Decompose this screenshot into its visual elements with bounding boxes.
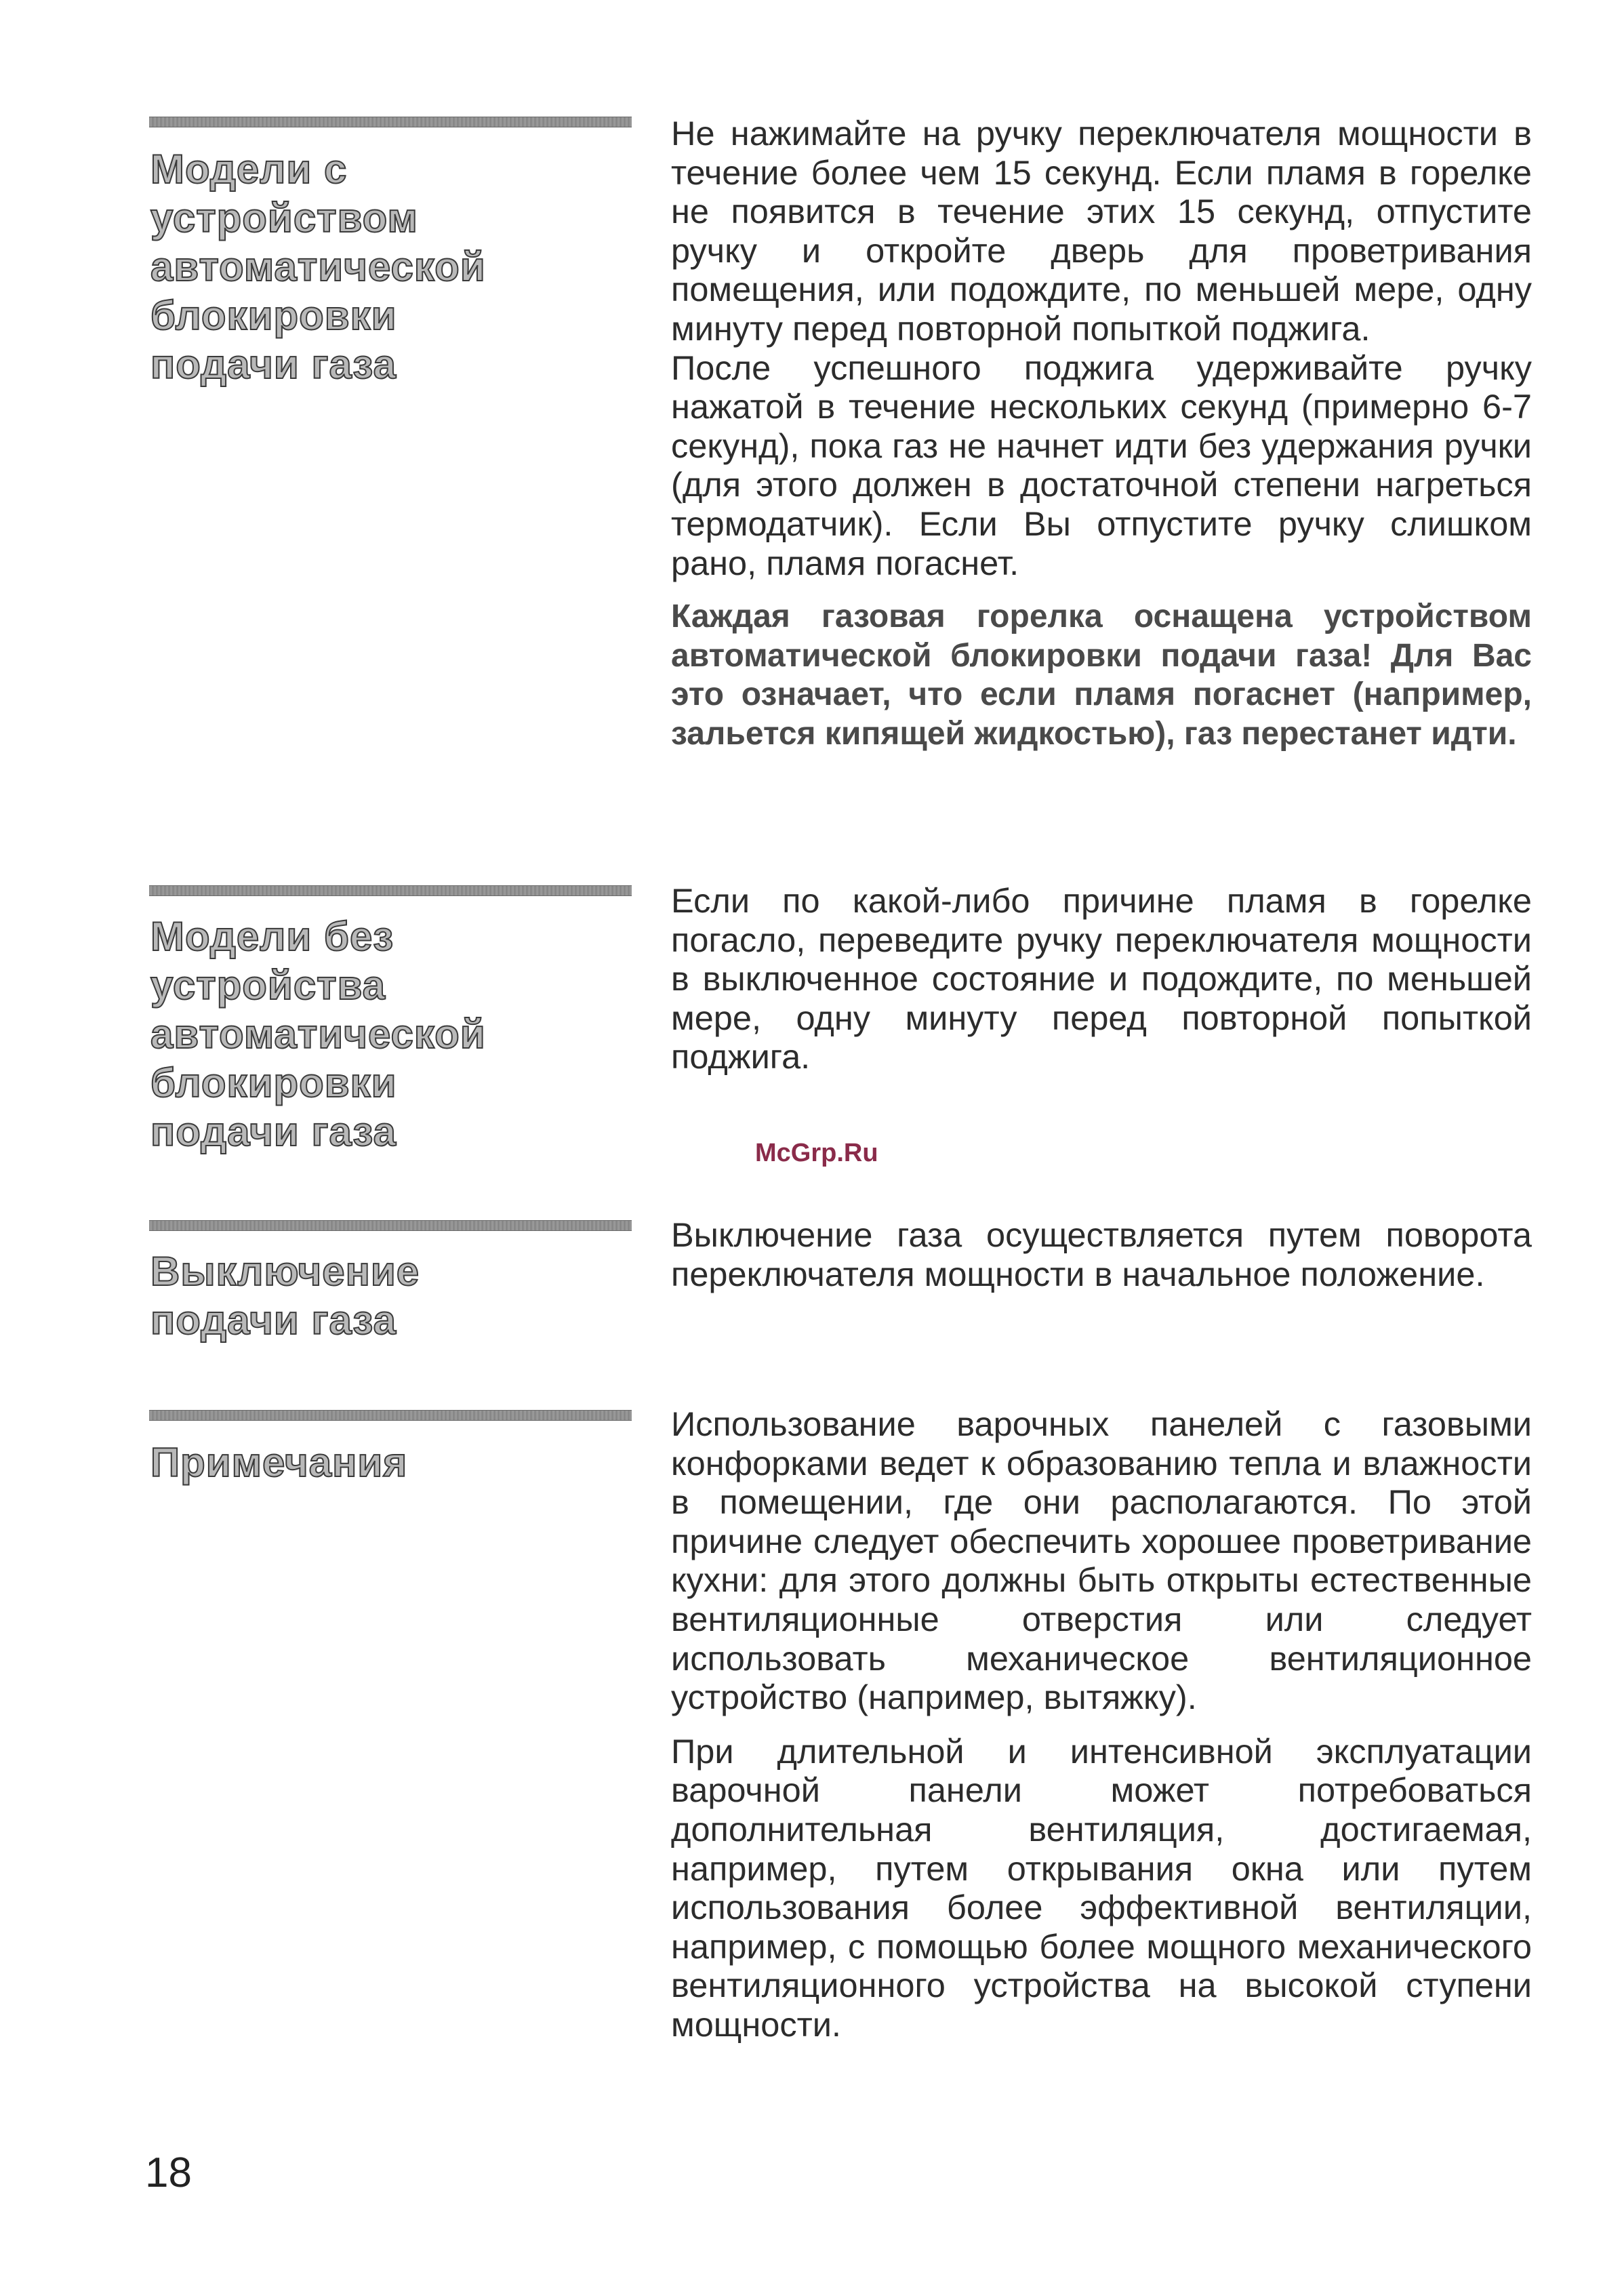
watermark: McGrp.Ru: [755, 1139, 878, 1167]
body-paragraph: Использование варочных панелей с газовыми конфорками ведет к образованию тепла и влажности в помещении, где они располагаются. По этой причине следует обеспечить хорошее проветривание кухни: для этого должны быть открыты естественные вентиляционные отверстия или следует использовать механическое вентиляционное устройство (например, вытяжку).: [671, 1405, 1532, 1717]
section-heading: Модели с устройством автоматической блокировки подачи газа: [150, 146, 486, 387]
section-divider: [149, 1410, 632, 1421]
section-body: [671, 1215, 1532, 1293]
body-paragraph-bold: Каждая газовая горелка оснащена устройством автоматической блокировки подачи газа! Для Вас это означает, что если пламя погаснет (например, зальется кипящей жидкостью), газ перестанет идти.: [671, 599, 1532, 752]
section-heading: Выключение подачи газа: [150, 1249, 420, 1343]
section-divider: [149, 117, 632, 127]
section-body: [671, 881, 1532, 1076]
page-number: 18: [145, 2149, 192, 2196]
section-heading: Модели без устройства автоматической блокировки подачи газа: [150, 914, 486, 1154]
section-heading: Примечания: [150, 1440, 408, 1485]
body-paragraph: При длительной и интенсивной эксплуатации варочной панели может потребоваться дополнительная вентиляция, достигаемая, например, путем открывания окна или путем использования более эффективной вентиляции, например, с помощью более мощного механического вентиляционного устройства на высокой ступени мощности.: [671, 1731, 1532, 2044]
section-divider: [149, 885, 632, 896]
body-paragraph: Выключение газа осуществляется путем поворота переключателя мощности в начальное положение.: [671, 1215, 1532, 1293]
body-paragraph: Если по какой-либо причине пламя в горелке погасло, переведите ручку переключателя мощности в выключенное состояние и подождите, по меньшей мере, одну минуту перед повторной попыткой поджига.: [671, 881, 1532, 1076]
section-body: [671, 114, 1532, 754]
body-paragraph: Не нажимайте на ручку переключателя мощности в течение более чем 15 секунд. Если пламя в горелке не появится в течение этих 15 секунд, отпустите ручку и откройте дверь для проветривания помещения, или подождите, по меньшей мере, одну минуту перед повторной попыткой поджига. После успешного поджига удерживайте ручку нажатой в течение нескольких секунд (примерно 6-7 секунд), пока газ не начнет идти без удержания ручки (для этого должен в достаточной степени нагреться термодатчик). Если Вы отпустите ручку слишком рано, пламя погаснет.: [671, 114, 1532, 582]
section-body: [671, 1405, 1532, 2044]
section-divider: [149, 1220, 632, 1231]
